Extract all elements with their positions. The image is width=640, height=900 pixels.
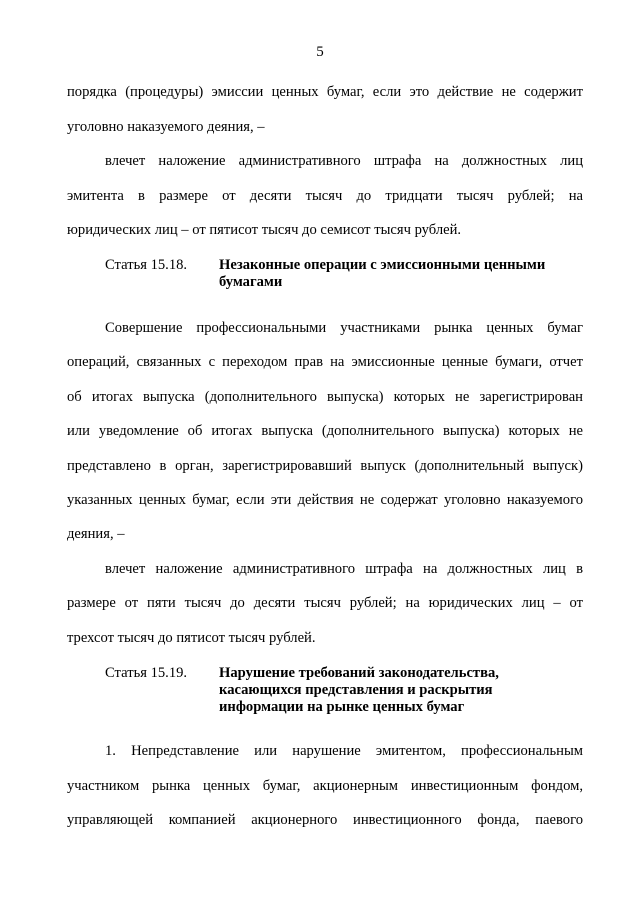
article-title: Незаконные операции с эмиссионными ценными [219, 257, 546, 273]
text-line: эмитента в размере от десяти тысяч до тридцати тысяч рублей; на [67, 188, 583, 204]
text-line: трехсот тысяч до пятисот тысяч рублей. [67, 630, 316, 646]
text-line: влечет наложение административного штрафа на должностных лиц в [105, 561, 583, 577]
article-title: информации на рынке ценных бумаг [219, 699, 465, 715]
text-line: участником рынка ценных бумаг, акционерным инвестиционным фондом, [67, 778, 583, 794]
text-line: размере от пяти тысяч до десяти тысяч рублей; на юридических лиц – от [67, 595, 583, 611]
article-label: Статья 15.18. [105, 257, 188, 273]
text-line: уголовно наказуемого деяния, – [67, 119, 265, 135]
text-line: 1. Непредставление или нарушение эмитентом, профессиональным [105, 743, 583, 759]
text-line: управляющей компанией акционерного инвестиционного фонда, паевого [67, 812, 583, 828]
text-line: порядка (процедуры) эмиссии ценных бумаг, если это действие не содержит [67, 84, 583, 100]
page-number: 5 [316, 44, 324, 60]
article-title: касающихся представления и раскрытия [219, 682, 493, 698]
article-label: Статья 15.19. [105, 665, 188, 681]
text-line: операций, связанных с переходом прав на эмиссионные ценные бумаги, отчет [67, 354, 583, 370]
text-line: указанных ценных бумаг, если эти действия не содержат уголовно наказуемого [67, 492, 583, 508]
text-line: Совершение профессиональными участниками рынка ценных бумаг [105, 320, 583, 336]
text-line: юридических лиц – от пятисот тысяч до семисот тысяч рублей. [67, 222, 462, 238]
article-title: бумагами [219, 274, 283, 290]
text-line: деяния, – [67, 526, 125, 542]
article-title: Нарушение требований законодательства, [219, 665, 499, 681]
text-line: или уведомление об итогах выпуска (дополнительного выпуска) которых не [67, 423, 583, 439]
text-line: об итогах выпуска (дополнительного выпуска) которых не зарегистрирован [67, 389, 583, 405]
text-line: влечет наложение административного штрафа на должностных лиц [105, 153, 583, 169]
text-line: представлено в орган, зарегистрировавший выпуск (дополнительный выпуск) [67, 458, 583, 474]
